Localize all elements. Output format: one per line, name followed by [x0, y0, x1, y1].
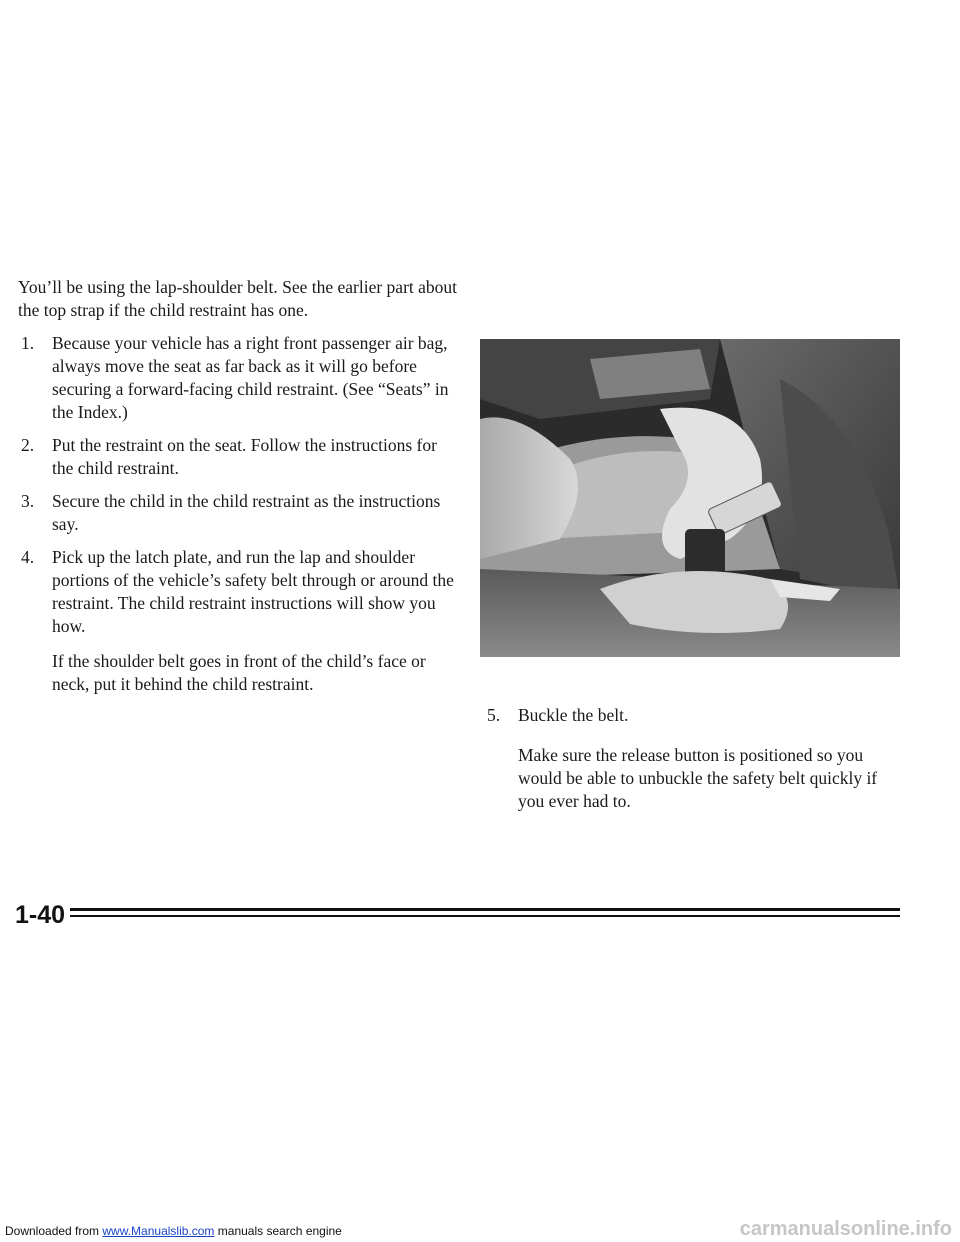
step-number: 1.	[21, 333, 35, 353]
intro-paragraph: You’ll be using the lap-shoulder belt. See the earlier part about the top strap if the child restraint has one.	[18, 277, 458, 320]
step-continuation: Make sure the release button is positioned so you would be able to unbuckle the safety belt quickly if you ever had to.	[518, 745, 878, 811]
step-item	[484, 704, 904, 814]
step-item	[18, 332, 458, 424]
step-number: 3.	[21, 491, 35, 511]
step-item	[18, 434, 458, 480]
left-column	[18, 276, 458, 696]
footer-rule	[70, 908, 900, 911]
step-text: Because your vehicle has a right front passenger air bag, always move the seat as far back as it will go before securing a forward-facing child restraint. (See “Seats” in the Index.)	[52, 333, 449, 422]
step-text: Buckle the belt.	[518, 704, 629, 725]
footer-suffix: manuals search engine	[214, 1224, 342, 1238]
right-column	[484, 686, 904, 831]
step-continuation: If the shoulder belt goes in front of the child’s face or neck, put it behind the child restraint.	[52, 651, 426, 694]
buckle-photo	[480, 339, 900, 657]
step-number: 4.	[21, 547, 35, 567]
step-item	[18, 546, 458, 696]
step-text: Put the restraint on the seat. Follow the instructions for the child restraint.	[52, 435, 437, 478]
step-item	[18, 490, 458, 536]
step-number: 5.	[487, 704, 501, 725]
step-number: 2.	[21, 435, 35, 455]
step-text: Secure the child in the child restraint as the instructions say.	[52, 491, 441, 534]
watermark: carmanualsonline.info	[739, 1218, 952, 1240]
manualslib-link[interactable]: www.Manualslib.com	[102, 1224, 215, 1238]
download-footer	[5, 1224, 342, 1238]
footer-rule	[70, 915, 900, 917]
footer-prefix: Downloaded from	[5, 1224, 103, 1238]
step-text: Pick up the latch plate, and run the lap and shoulder portions of the vehicle’s safety belt through or around the restraint. The child restraint instructions will show you how.	[52, 547, 454, 636]
page-number: 1-40	[15, 901, 66, 929]
